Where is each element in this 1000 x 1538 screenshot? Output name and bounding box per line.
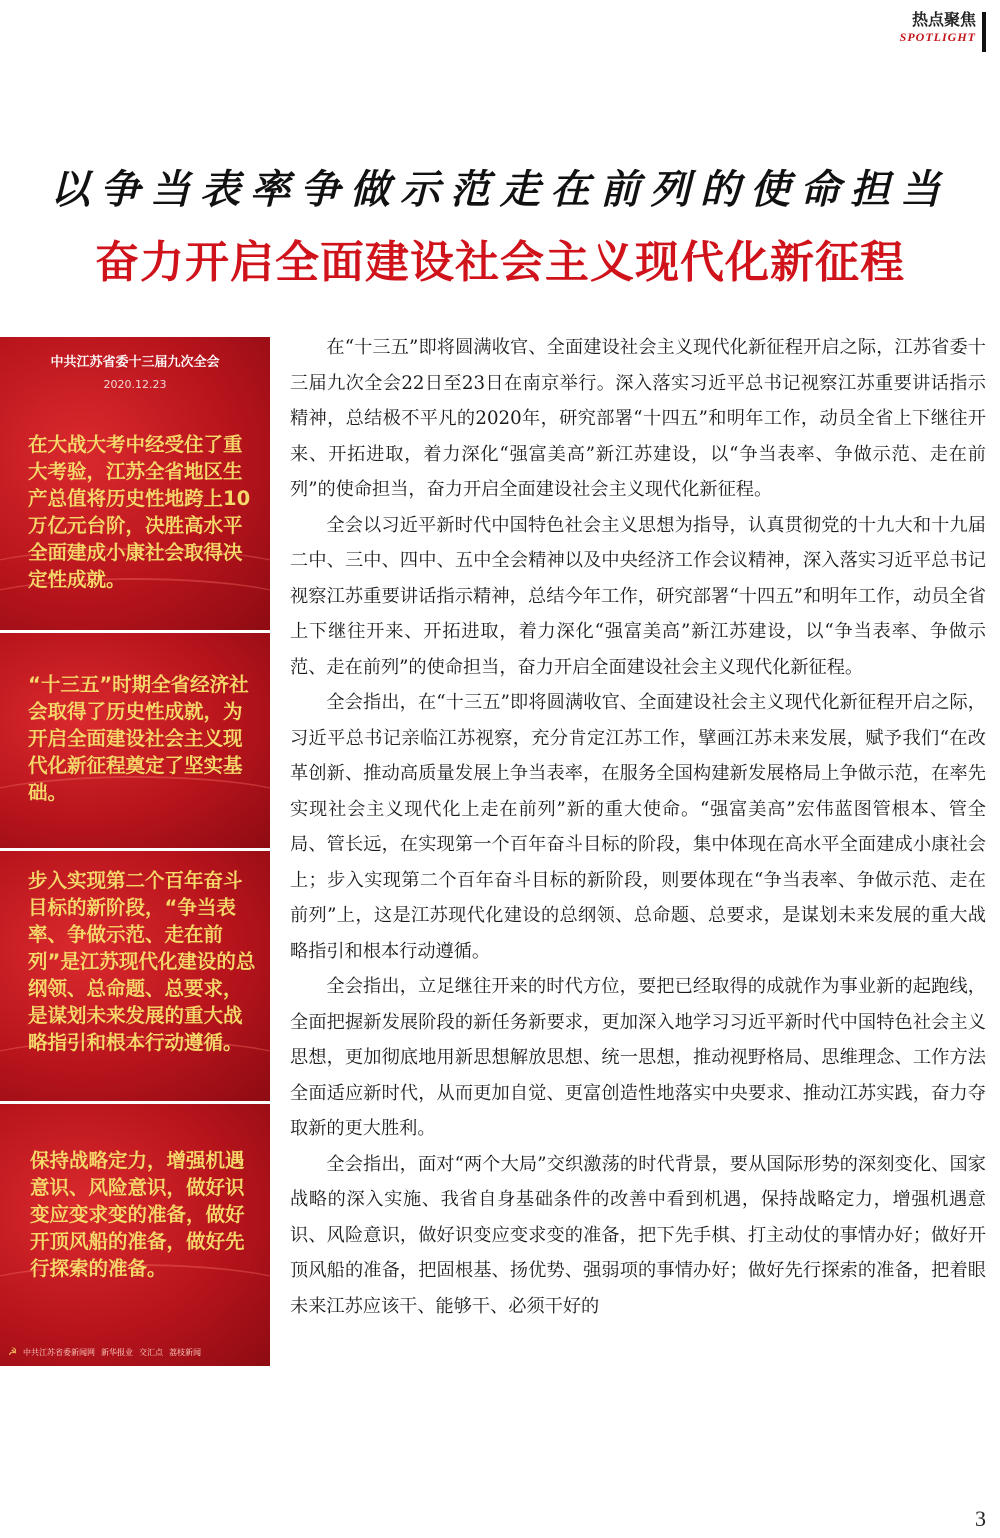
quote-panel-3 xyxy=(0,851,270,1101)
quote-panel-1 xyxy=(0,337,270,630)
quote-panel-4 xyxy=(0,1104,270,1366)
section-label-cn: 热点聚焦 xyxy=(911,10,976,29)
media-logos xyxy=(8,1347,201,1358)
quote-panel-2 xyxy=(0,633,270,848)
section-label-en: SPOTLIGHT xyxy=(899,30,976,44)
media-logo: 中共江苏省委新闻网 xyxy=(22,1348,95,1357)
quote-text: “十三五”时期全省经济社会取得了历史性成就，为开启全面建设社会主义现代化新征程奠定了坚实基础。 xyxy=(28,673,249,804)
headline-line2: 奋力开启全面建设社会主义现代化新征程 xyxy=(95,237,905,288)
media-logo: 荔枝新闻 xyxy=(168,1348,201,1357)
paragraph: 全会指出，在“十三五”即将圆满收官、全面建设社会主义现代化新征程开启之际，习近平总书记亲临江苏视察，充分肯定江苏工作，擘画江苏未来发展，赋予我们“在改革创新、推动高质量发展上争当表率，在服务全国构建新发展格局上争做示范，在率先实现社会主义现代化上走在前列”新的重大使命。“强富美高”宏伟蓝图管根本、管全局、管长远，在实现第一个百年奋斗目标的阶段，集中体现在高水平全面建成小康社会上；步入实现第二个百年奋斗目标的新阶段，则要体现在“争当表率、争做示范、走在前列”上，这是江苏现代化建设的总纲领、总命题、总要求，是谋划未来发展的重大战略指引和根本行动遵循。 xyxy=(290,692,986,962)
paragraph: 全会指出，立足继往开来的时代方位，要把已经取得的成就作为事业新的起跑线，全面把握新发展阶段的新任务新要求，更加深入地学习习近平新时代中国特色社会主义思想，更加彻底地用新思想解放思想、统一思想，推动视野格局、思维理念、工作方法全面适应新时代，从而更加自觉、更富创造性地落实中央要求、推动江苏实践，奋力夺取新的更大胜利。 xyxy=(290,976,986,1139)
party-emblem-icon: ☭ xyxy=(8,1347,17,1358)
media-logo: 交汇点 xyxy=(138,1348,163,1357)
page-number: 3 xyxy=(975,1506,986,1531)
section-header xyxy=(900,10,986,45)
meeting-date: 2020.12.23 xyxy=(103,378,167,391)
paragraph: 全会指出，面对“两个大局”交织激荡的时代背景，要从国际形势的深刻变化、国家战略的深入实施、我省自身基础条件的改善中看到机遇，保持战略定力，增强机遇意识、风险意识，做好识变应变求变的准备，把下先手棋、打主动仗的事情办好；做好开顶风船的准备，把固根基、扬优势、强弱项的事情办好；做好先行探索的准备，把着眼未来江苏应该干、能够干、必须干好的 xyxy=(290,1153,986,1317)
media-logo: 新华报业 xyxy=(100,1348,133,1357)
header-bar xyxy=(982,12,986,52)
quote-text: 保持战略定力，增强机遇意识、风险意识，做好识变应变求变的准备，做好开顶风船的准备，做好先行探索的准备。 xyxy=(30,1149,245,1280)
headline-line1: 以争当表率争做示范走在前列的使命担当 xyxy=(50,166,950,213)
quote-text: 步入实现第二个百年奋斗目标的新阶段，“争当表率、争做示范、走在前列”是江苏现代化建设的总纲领、总命题、总要求，是谋划未来发展的重大战略指引和根本行动遵循。 xyxy=(28,869,256,1054)
paragraph: 在“十三五”即将圆满收官、全面建设社会主义现代化新征程开启之际，江苏省委十三届九次全会22日至23日在南京举行。深入落实习近平总书记视察江苏重要讲话指示精神，总结极不平凡的2020年，研究部署“十四五”和明年工作，动员全省上下继往开来、开拓进取，着力深化“强富美高”新江苏建设，以“争当表率、争做示范、走在前列”的使命担当，奋力开启全面建设社会主义现代化新征程。 xyxy=(290,337,986,500)
paragraph: 全会以习近平新时代中国特色社会主义思想为指导，认真贯彻党的十九大和十九届二中、三中、四中、五中全会精神以及中央经济工作会议精神，深入落实习近平总书记视察江苏重要讲话指示精神，总结今年工作，研究部署“十四五”和明年工作，动员全省上下继往开来、开拓进取，着力深化“强富美高”新江苏建设，以“争当表率、争做示范、走在前列”的使命担当，奋力开启全面建设社会主义现代化新征程。 xyxy=(290,514,986,678)
article-body xyxy=(290,330,986,1324)
sidebar-quotes xyxy=(0,337,270,1369)
quote-text: 在大战大考中经受住了重大考验，江苏全省地区生产总值将历史性地跨上10万亿元台阶，决胜高水平全面建成小康社会取得决定性成就。 xyxy=(28,433,251,591)
meeting-name: 中共江苏省委十三届九次全会 xyxy=(50,355,220,370)
